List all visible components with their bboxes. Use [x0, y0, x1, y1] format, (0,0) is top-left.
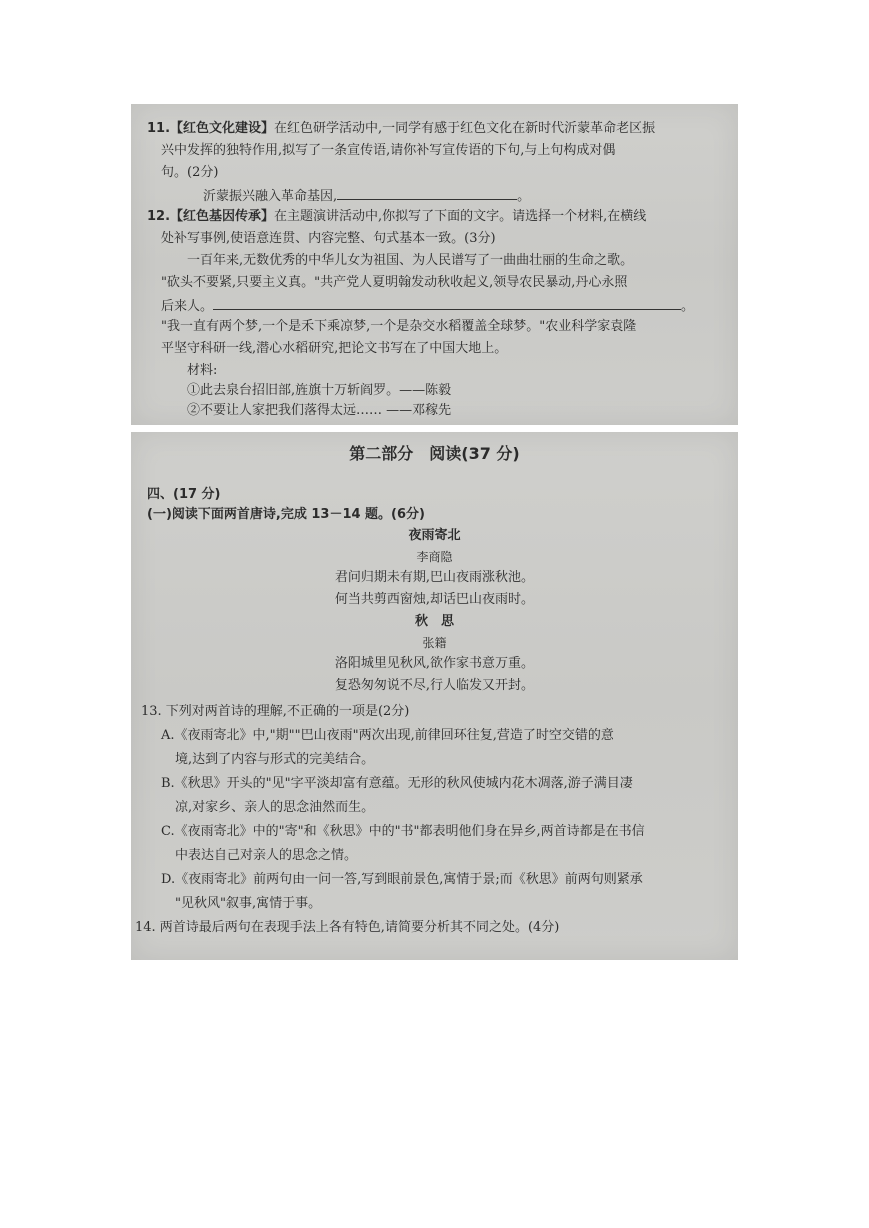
q11-tag: 11.【红色文化建设】: [147, 121, 275, 136]
q12-p5: 平坚守科研一线,潜心水稻研究,把论文书写在了中国大地上。: [161, 341, 508, 356]
poem1-title: 夜雨寄北: [408, 528, 461, 543]
q12-p2: "砍头不要紧,只要主义真。"共产党人夏明翰发动秋收起义,领导农民暴动,丹心永照: [161, 275, 628, 290]
q11-end: 。: [517, 189, 531, 204]
q12-material-label: 材料:: [187, 363, 218, 378]
exam-photo-bottom: [131, 432, 738, 960]
poem2-title: 秋 思: [414, 614, 454, 629]
q11-line3: 句。(2分): [161, 165, 219, 180]
q12-tag: 12.【红色基因传承】: [147, 209, 275, 224]
q12-blank[interactable]: [213, 297, 681, 310]
q11-text1: 在红色研学活动中,一同学有感于红色文化在新时代沂蒙革命老区振: [274, 121, 656, 136]
poem1-line1: 君问归期未有期,巴山夜雨涨秋池。: [334, 570, 535, 585]
q13-option-d-2: "见秋风"叙事,寓情于事。: [175, 896, 322, 911]
section-sub: (一)阅读下面两首唐诗,完成 13－14 题。(6分): [147, 507, 425, 522]
q13-option-d-1[interactable]: D.《夜雨寄北》前两句由一问一答,写到眼前景色,寓情于景;而《秋思》前两句则紧承: [161, 872, 643, 887]
q12-p3-text: 后来人。: [161, 299, 214, 314]
poem1-author: 李商隐: [416, 550, 453, 564]
q11-prompt: 沂蒙振兴融入革命基因,: [203, 189, 338, 204]
q12-material-2: ②不要让人家把我们落得太远…… ——邓稼先: [187, 403, 452, 418]
q12-p3-end: 。: [681, 299, 695, 314]
q12-p3: [161, 297, 694, 315]
q12-p1: 一百年来,无数优秀的中华儿女为祖国、为人民谱写了一曲曲壮丽的生命之歌。: [187, 253, 634, 268]
q13-stem: 13. 下列对两首诗的理解,不正确的一项是(2分): [141, 704, 410, 719]
q11-blank[interactable]: [337, 187, 517, 200]
poem2-line1: 洛阳城里见秋风,欲作家书意万重。: [334, 656, 535, 671]
q14-stem: 14. 两首诗最后两句在表现手法上各有特色,请简要分析其不同之处。(4分): [135, 920, 560, 935]
q13-option-a-2: 境,达到了内容与形式的完美结合。: [175, 752, 375, 767]
exam-photo-top: [131, 104, 738, 425]
q13-option-a-1[interactable]: A.《夜雨寄北》中,"期""巴山夜雨"两次出现,前律回环往复,营造了时空交错的意: [161, 728, 614, 743]
q12-material-1: ①此去泉台招旧部,旌旗十万斩阎罗。——陈毅: [187, 383, 452, 398]
q13-option-b-1[interactable]: B.《秋思》开头的"见"字平淡却富有意蕴。无形的秋风使城内花木凋落,游子满目凄: [161, 776, 633, 791]
poem1-line2: 何当共剪西窗烛,却话巴山夜雨时。: [334, 592, 535, 607]
section-four: 四、(17 分): [147, 487, 221, 502]
q13-option-c-2: 中表达自己对亲人的思念之情。: [175, 848, 358, 863]
poem2-author: 张籍: [422, 636, 447, 650]
q13-option-c-1[interactable]: C.《夜雨寄北》中的"寄"和《秋思》中的"书"都表明他们身在异乡,两首诗都是在书信: [161, 824, 645, 839]
q12-line2: 处补写事例,使语意连贯、内容完整、句式基本一致。(3分): [161, 231, 496, 246]
q12-p4: "我一直有两个梦,一个是禾下乘凉梦,一个是杂交水稻覆盖全球梦。"农业科学家袁隆: [161, 319, 637, 334]
q11-line1: [147, 121, 655, 137]
q11-answer-line: [203, 187, 530, 205]
q12-text1: 在主题演讲活动中,你拟写了下面的文字。请选择一个材料,在横线: [274, 209, 647, 224]
poem2-line2: 复恐匆匆说不尽,行人临发又开封。: [334, 678, 535, 693]
q12-line1: [147, 209, 646, 225]
q11-line2: 兴中发挥的独特作用,拟写了一条宣传语,请你补写宣传语的下句,与上句构成对偶: [161, 143, 616, 158]
q13-option-b-2: 凉,对家乡、亲人的思念油然而生。: [175, 800, 375, 815]
part2-title: 第二部分 阅读(37 分): [349, 444, 520, 463]
